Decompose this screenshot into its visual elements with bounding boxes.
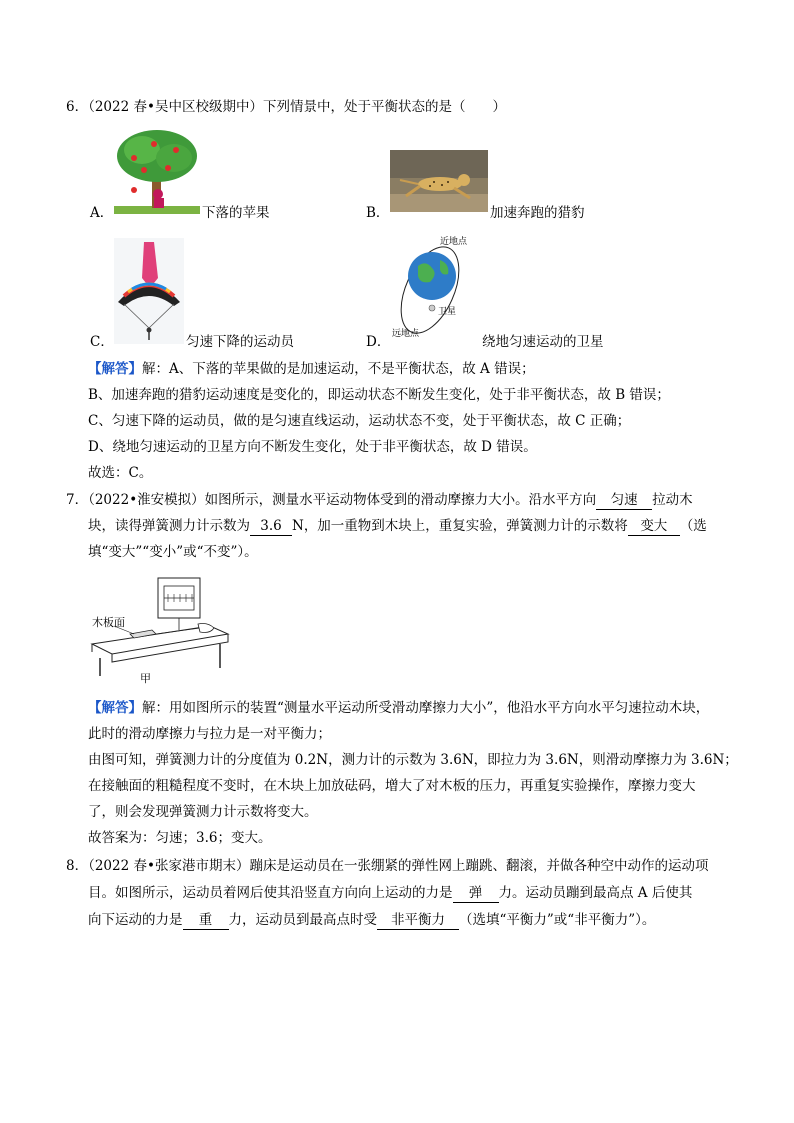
satellite-label: 卫星 <box>438 307 457 317</box>
q8-answer-blank-3: 非平衡力 <box>377 912 459 930</box>
satellite-near-label: 近地点 <box>440 237 468 247</box>
q7-solution-line-3: 由图可知，弹簧测力计的分度值为 0.2N，测力计的示数为 3.6N，即拉力为 3.6N，则滑动摩擦力为 3.6N； <box>88 752 738 768</box>
q6-option-c-text: 匀速下降的运动员 <box>186 334 294 350</box>
q8-stem-line-3: 向下运动的力是 重 力，运动员到最高点时受 非平衡力 （选填“平衡力”或“非平衡力”）。 <box>88 912 656 928</box>
q7-stem-line-2: 块，读得弹簧测力计示数为 3.6 N，加一重物到木块上，重复实验，弹簧测力计的示数将 变大 （选 <box>88 518 707 534</box>
board-surface-label: 木板面 <box>92 616 125 629</box>
apple-tree-image <box>114 128 200 214</box>
q6-solution-line-2: B、加速奔跑的猎豹运动速度是变化的，即运动状态不断发生变化，处于非平衡状态，故 B 错误； <box>88 387 670 403</box>
q8-answer-blank-1: 弹 <box>453 885 499 903</box>
q6-solution-line-4: D、绕地匀速运动的卫星方向不断发生变化，处于非平衡状态，故 D 错误。 <box>88 439 537 455</box>
q7-solution-line-4: 在接触面的粗糙程度不变时，在木块上加放砝码，增大了对木板的压力，再重复实验操作，摩擦力变大 <box>88 778 696 794</box>
q7-stem-line-1: 7．（2022•淮安模拟）如图所示，测量水平运动物体受到的滑动摩擦力大小。沿水平方向 匀速 拉动木 <box>66 492 693 508</box>
q6-option-d-text: 绕地匀速运动的卫星 <box>482 334 604 350</box>
q8-answer-blank-2: 重 <box>183 912 229 930</box>
friction-experiment-figure <box>90 572 230 684</box>
solution-tag: 【解答】 <box>88 361 142 377</box>
cheetah-image <box>390 150 488 212</box>
q6-option-a-letter: A． <box>90 205 114 221</box>
q6-solution-line-3: C、匀速下降的运动员，做的是匀速直线运动，运动状态不变，处于平衡状态，故 C 正确； <box>88 413 631 429</box>
q6-option-a-text: 下落的苹果 <box>202 205 270 221</box>
q6-option-b-letter: B． <box>366 205 390 221</box>
q6-option-d-letter: D． <box>366 334 391 350</box>
q7-stem-line-3: 填“变大”“变小”或“不变”）。 <box>88 544 258 560</box>
q7-answer-blank-3: 变大 <box>628 518 680 536</box>
q8-stem-line-1: 8．（2022 春•张家港市期末）蹦床是运动员在一张绷紧的弹性网上蹦跳、翻滚，并做各种空中动作的运动项 <box>66 858 709 874</box>
q6-solution-line-1: 【解答】解：A、下落的苹果做的是加速运动，不是平衡状态，故 A 错误； <box>88 361 535 377</box>
solution-tag: 【解答】 <box>88 700 142 716</box>
q7-solution-line-6: 故答案为：匀速；3.6；变大。 <box>88 830 272 846</box>
figure-caption: 甲 <box>140 672 151 684</box>
q7-solution-line-1: 【解答】解：用如图所示的装置“测量水平运动所受滑动摩擦力大小”，他沿水平方向水平匀速拉动木块， <box>88 700 710 716</box>
satellite-far-label: 远地点 <box>392 329 420 339</box>
parachutist-image <box>114 238 184 344</box>
q6-option-b-text: 加速奔跑的猎豹 <box>490 205 585 221</box>
q8-stem-line-2: 目。如图所示，运动员着网后使其沿竖直方向向上运动的力是 弹 力。运动员蹦到最高点 A 后使其 <box>88 885 693 901</box>
q7-solution-line-2: 此时的滑动摩擦力与拉力是一对平衡力； <box>88 726 331 742</box>
satellite-orbit-diagram <box>390 230 476 342</box>
q6-stem: 6．（2022 春•吴中区校级期中）下列情景中，处于平衡状态的是（ ） <box>66 99 506 115</box>
q6-solution-line-5: 故选：C。 <box>88 465 153 481</box>
q6-option-c-letter: C． <box>90 334 114 350</box>
q7-answer-blank-2: 3.6 <box>250 518 292 536</box>
q7-answer-blank-1: 匀速 <box>596 492 652 510</box>
q7-solution-line-5: 了，则会发现弹簧测力计示数将变大。 <box>88 804 318 820</box>
